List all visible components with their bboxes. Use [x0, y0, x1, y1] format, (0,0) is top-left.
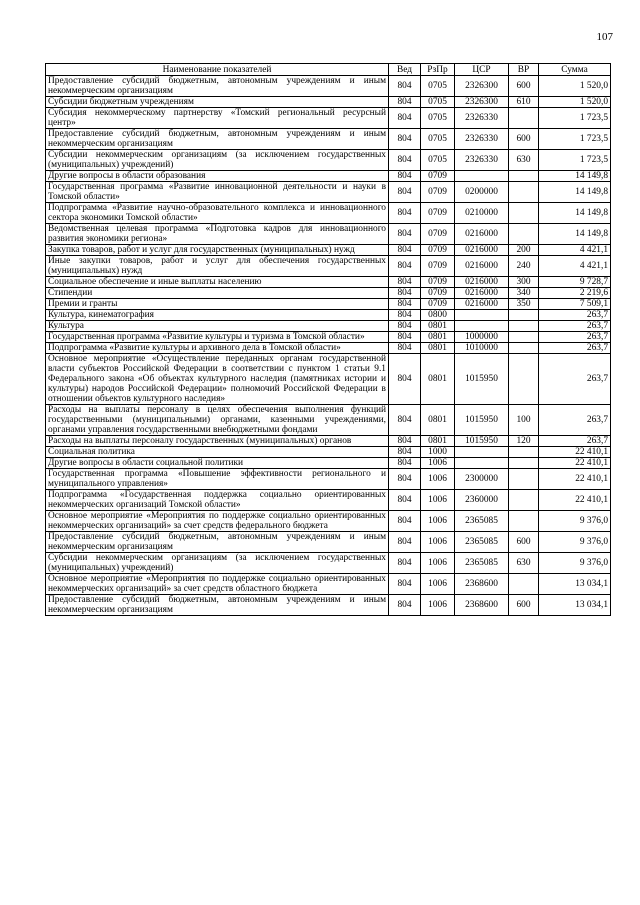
- column-header-ved: Вед: [389, 64, 421, 76]
- row-vr-cell: 600: [509, 129, 539, 150]
- row-rzpr-cell: 0705: [421, 108, 455, 129]
- row-vr-cell: 340: [509, 288, 539, 299]
- row-rzpr-cell: 1006: [421, 458, 455, 469]
- row-rzpr-cell: 0709: [421, 245, 455, 256]
- row-sum-cell: 9 728,7: [539, 277, 611, 288]
- row-rzpr-cell: 0801: [421, 436, 455, 447]
- row-vr-cell: [509, 171, 539, 182]
- row-csr-cell: 2360000: [455, 490, 509, 511]
- table-row: [46, 288, 611, 299]
- row-ved-cell: 804: [389, 277, 421, 288]
- table-row: [46, 182, 611, 203]
- row-csr-cell: 2368600: [455, 595, 509, 616]
- row-csr-cell: 2368600: [455, 574, 509, 595]
- table-row: [46, 277, 611, 288]
- row-ved-cell: 804: [389, 256, 421, 277]
- table-row: [46, 447, 611, 458]
- row-rzpr-cell: 0800: [421, 310, 455, 321]
- row-ved-cell: 804: [389, 354, 421, 405]
- column-header-vr: ВР: [509, 64, 539, 76]
- row-ved-cell: 804: [389, 436, 421, 447]
- table-row: [46, 532, 611, 553]
- table-row: [46, 129, 611, 150]
- row-csr-cell: 2365085: [455, 553, 509, 574]
- row-name-cell: Основное мероприятие «Мероприятия по поддержке социально ориентированных некоммерческих организаций» за счет средств федерального бюджета: [46, 511, 389, 532]
- table-row: [46, 171, 611, 182]
- row-rzpr-cell: 0709: [421, 224, 455, 245]
- row-csr-cell: 0216000: [455, 288, 509, 299]
- row-csr-cell: 0216000: [455, 245, 509, 256]
- row-rzpr-cell: 1006: [421, 574, 455, 595]
- row-rzpr-cell: 1000: [421, 447, 455, 458]
- row-name-cell: Предоставление субсидий бюджетным, автономным учреждениям и иным некоммерческим организациям: [46, 76, 389, 97]
- row-rzpr-cell: 0801: [421, 332, 455, 343]
- row-vr-cell: [509, 458, 539, 469]
- row-sum-cell: 263,7: [539, 405, 611, 436]
- row-vr-cell: 100: [509, 405, 539, 436]
- row-name-cell: Государственная программа «Развитие культуры и туризма в Томской области»: [46, 332, 389, 343]
- row-name-cell: Государственная программа «Повышение эффективности регионального и муниципального управления»: [46, 469, 389, 490]
- row-vr-cell: 600: [509, 532, 539, 553]
- row-ved-cell: 804: [389, 171, 421, 182]
- row-vr-cell: [509, 321, 539, 332]
- table-row: [46, 203, 611, 224]
- row-csr-cell: 2326300: [455, 97, 509, 108]
- row-name-cell: Подпрограмма «Государственная поддержка социально ориентированных некоммерческих организаций Томской области»: [46, 490, 389, 511]
- row-csr-cell: 1010000: [455, 343, 509, 354]
- row-ved-cell: 804: [389, 490, 421, 511]
- row-vr-cell: 350: [509, 299, 539, 310]
- row-rzpr-cell: 0705: [421, 150, 455, 171]
- row-name-cell: Субсидии бюджетным учреждениям: [46, 97, 389, 108]
- row-rzpr-cell: 1006: [421, 490, 455, 511]
- page-number: 107: [596, 31, 613, 43]
- row-sum-cell: 14 149,8: [539, 171, 611, 182]
- row-csr-cell: 1015950: [455, 436, 509, 447]
- row-name-cell: Основное мероприятие «Мероприятия по поддержке социально ориентированных некоммерческих организаций» за счет средств областного бюджета: [46, 574, 389, 595]
- table-row: [46, 97, 611, 108]
- row-rzpr-cell: 0709: [421, 256, 455, 277]
- row-sum-cell: 263,7: [539, 436, 611, 447]
- row-rzpr-cell: 0801: [421, 343, 455, 354]
- row-sum-cell: 4 421,1: [539, 245, 611, 256]
- row-name-cell: Субсидии некоммерческим организациям (за исключением государственных (муниципальных) учреждений): [46, 553, 389, 574]
- row-rzpr-cell: 1006: [421, 511, 455, 532]
- row-sum-cell: 13 034,1: [539, 574, 611, 595]
- row-rzpr-cell: 0709: [421, 171, 455, 182]
- row-ved-cell: 804: [389, 447, 421, 458]
- row-ved-cell: 804: [389, 511, 421, 532]
- row-name-cell: Социальное обеспечение и иные выплаты населению: [46, 277, 389, 288]
- row-name-cell: Подпрограмма «Развитие культуры и архивного дела в Томской области»: [46, 343, 389, 354]
- row-name-cell: Закупка товаров, работ и услуг для государственных (муниципальных) нужд: [46, 245, 389, 256]
- row-vr-cell: 630: [509, 553, 539, 574]
- row-ved-cell: 804: [389, 108, 421, 129]
- row-sum-cell: 263,7: [539, 321, 611, 332]
- row-csr-cell: 0216000: [455, 256, 509, 277]
- row-sum-cell: 1 520,0: [539, 76, 611, 97]
- row-ved-cell: 804: [389, 76, 421, 97]
- row-vr-cell: [509, 354, 539, 405]
- table-row: [46, 553, 611, 574]
- row-vr-cell: 120: [509, 436, 539, 447]
- table-row: [46, 256, 611, 277]
- row-csr-cell: 0216000: [455, 224, 509, 245]
- row-csr-cell: 2326330: [455, 108, 509, 129]
- row-sum-cell: 4 421,1: [539, 256, 611, 277]
- row-ved-cell: 804: [389, 245, 421, 256]
- row-ved-cell: 804: [389, 574, 421, 595]
- row-csr-cell: [455, 458, 509, 469]
- row-name-cell: Государственная программа «Развитие инновационной деятельности и науки в Томской области»: [46, 182, 389, 203]
- row-name-cell: Предоставление субсидий бюджетным, автономным учреждениям и иным некоммерческим организациям: [46, 532, 389, 553]
- row-vr-cell: [509, 203, 539, 224]
- row-ved-cell: 804: [389, 553, 421, 574]
- row-vr-cell: [509, 574, 539, 595]
- row-sum-cell: 263,7: [539, 343, 611, 354]
- row-rzpr-cell: 0801: [421, 321, 455, 332]
- row-sum-cell: 22 410,1: [539, 469, 611, 490]
- row-sum-cell: 9 376,0: [539, 532, 611, 553]
- table-row: [46, 245, 611, 256]
- row-sum-cell: 2 219,6: [539, 288, 611, 299]
- table-row: [46, 436, 611, 447]
- row-name-cell: Иные закупки товаров, работ и услуг для обеспечения государственных (муниципальных) нужд: [46, 256, 389, 277]
- budget-table: [45, 63, 611, 616]
- row-name-cell: Предоставление субсидий бюджетным, автономным учреждениям и иным некоммерческим организациям: [46, 129, 389, 150]
- row-sum-cell: 1 723,5: [539, 108, 611, 129]
- row-ved-cell: 804: [389, 299, 421, 310]
- table-row: [46, 574, 611, 595]
- row-sum-cell: 22 410,1: [539, 447, 611, 458]
- row-rzpr-cell: 0709: [421, 277, 455, 288]
- row-ved-cell: 804: [389, 288, 421, 299]
- row-ved-cell: 804: [389, 469, 421, 490]
- row-ved-cell: 804: [389, 405, 421, 436]
- row-ved-cell: 804: [389, 595, 421, 616]
- row-vr-cell: [509, 447, 539, 458]
- table-row: [46, 150, 611, 171]
- table-row: [46, 108, 611, 129]
- table-row: [46, 405, 611, 436]
- row-ved-cell: 804: [389, 150, 421, 171]
- row-rzpr-cell: 1006: [421, 469, 455, 490]
- table-row: [46, 354, 611, 405]
- table-row: [46, 310, 611, 321]
- row-csr-cell: 1000000: [455, 332, 509, 343]
- table-row: [46, 458, 611, 469]
- row-ved-cell: 804: [389, 310, 421, 321]
- row-vr-cell: 200: [509, 245, 539, 256]
- row-csr-cell: 2326300: [455, 76, 509, 97]
- row-ved-cell: 804: [389, 458, 421, 469]
- row-csr-cell: 0216000: [455, 277, 509, 288]
- row-name-cell: Культура: [46, 321, 389, 332]
- table-row: [46, 595, 611, 616]
- row-name-cell: Подпрограмма «Развитие научно-образовательного комплекса и инновационного сектора экономики Томской области»: [46, 203, 389, 224]
- row-name-cell: Субсидии некоммерческим организациям (за исключением государственных (муниципальных) учреждений): [46, 150, 389, 171]
- row-rzpr-cell: 1006: [421, 595, 455, 616]
- row-name-cell: Другие вопросы в области образования: [46, 171, 389, 182]
- row-sum-cell: 22 410,1: [539, 490, 611, 511]
- table-row: [46, 224, 611, 245]
- column-header-csr: ЦСР: [455, 64, 509, 76]
- column-header-name: Наименование показателей: [46, 64, 389, 76]
- row-ved-cell: 804: [389, 182, 421, 203]
- row-csr-cell: 2326330: [455, 150, 509, 171]
- row-sum-cell: 263,7: [539, 332, 611, 343]
- row-rzpr-cell: 0709: [421, 288, 455, 299]
- row-sum-cell: 9 376,0: [539, 511, 611, 532]
- row-ved-cell: 804: [389, 203, 421, 224]
- row-rzpr-cell: 1006: [421, 532, 455, 553]
- table-row: [46, 469, 611, 490]
- row-vr-cell: [509, 332, 539, 343]
- row-rzpr-cell: 0705: [421, 129, 455, 150]
- table-header: [46, 64, 611, 76]
- row-rzpr-cell: 0709: [421, 299, 455, 310]
- row-name-cell: Социальная политика: [46, 447, 389, 458]
- table-row: [46, 490, 611, 511]
- row-sum-cell: 263,7: [539, 310, 611, 321]
- table-row: [46, 511, 611, 532]
- row-ved-cell: 804: [389, 332, 421, 343]
- row-sum-cell: 263,7: [539, 354, 611, 405]
- header-row: [46, 64, 611, 76]
- row-csr-cell: [455, 447, 509, 458]
- row-ved-cell: 804: [389, 224, 421, 245]
- row-csr-cell: [455, 321, 509, 332]
- row-name-cell: Основное мероприятие «Осуществление переданных органам государственной власти субъектов Российской Федерации в соответствии с пунктом 1 статьи 9.1 Федерального закона «Об объектах культурного наследия (памятниках истории и культуры) народов Российской Федерации» полномочий Российской Федерации в отношении объектов культурного наследия»: [46, 354, 389, 405]
- row-ved-cell: 804: [389, 97, 421, 108]
- row-vr-cell: 240: [509, 256, 539, 277]
- row-vr-cell: 300: [509, 277, 539, 288]
- row-csr-cell: 1015950: [455, 354, 509, 405]
- table-row: [46, 321, 611, 332]
- row-sum-cell: 1 723,5: [539, 150, 611, 171]
- row-ved-cell: 804: [389, 321, 421, 332]
- row-csr-cell: 0210000: [455, 203, 509, 224]
- row-csr-cell: 2365085: [455, 511, 509, 532]
- row-sum-cell: 14 149,8: [539, 203, 611, 224]
- row-name-cell: Ведомственная целевая программа «Подготовка кадров для инновационного развития экономики региона»: [46, 224, 389, 245]
- row-sum-cell: 9 376,0: [539, 553, 611, 574]
- row-csr-cell: 2365085: [455, 532, 509, 553]
- table-body: [46, 76, 611, 616]
- row-sum-cell: 14 149,8: [539, 182, 611, 203]
- row-name-cell: Расходы на выплаты персоналу государственных (муниципальных) органов: [46, 436, 389, 447]
- row-vr-cell: [509, 224, 539, 245]
- row-csr-cell: [455, 171, 509, 182]
- row-sum-cell: 22 410,1: [539, 458, 611, 469]
- row-sum-cell: 7 509,1: [539, 299, 611, 310]
- row-vr-cell: [509, 108, 539, 129]
- row-name-cell: Культура, кинематография: [46, 310, 389, 321]
- row-name-cell: Расходы на выплаты персоналу в целях обеспечения выполнения функций государственными (муниципальными) органами, казенными учреждениями, органами управления государственными внебюджетными фондами: [46, 405, 389, 436]
- row-sum-cell: 1 520,0: [539, 97, 611, 108]
- row-ved-cell: 804: [389, 343, 421, 354]
- row-rzpr-cell: 1006: [421, 553, 455, 574]
- row-vr-cell: 630: [509, 150, 539, 171]
- row-rzpr-cell: 0705: [421, 97, 455, 108]
- row-rzpr-cell: 0709: [421, 182, 455, 203]
- row-csr-cell: [455, 310, 509, 321]
- table-row: [46, 76, 611, 97]
- row-csr-cell: 0216000: [455, 299, 509, 310]
- row-vr-cell: 600: [509, 76, 539, 97]
- row-csr-cell: 2326330: [455, 129, 509, 150]
- row-sum-cell: 14 149,8: [539, 224, 611, 245]
- row-rzpr-cell: 0801: [421, 405, 455, 436]
- row-csr-cell: 2300000: [455, 469, 509, 490]
- row-vr-cell: [509, 182, 539, 203]
- table-row: [46, 332, 611, 343]
- row-vr-cell: 600: [509, 595, 539, 616]
- table-row: [46, 343, 611, 354]
- row-ved-cell: 804: [389, 532, 421, 553]
- row-sum-cell: 1 723,5: [539, 129, 611, 150]
- row-vr-cell: [509, 310, 539, 321]
- row-name-cell: Премии и гранты: [46, 299, 389, 310]
- row-vr-cell: [509, 511, 539, 532]
- row-name-cell: Предоставление субсидий бюджетным, автономным учреждениям и иным некоммерческим организациям: [46, 595, 389, 616]
- column-header-rzpr: РзПр: [421, 64, 455, 76]
- row-vr-cell: [509, 490, 539, 511]
- table-row: [46, 299, 611, 310]
- row-csr-cell: 1015950: [455, 405, 509, 436]
- row-vr-cell: 610: [509, 97, 539, 108]
- row-vr-cell: [509, 469, 539, 490]
- row-rzpr-cell: 0705: [421, 76, 455, 97]
- column-header-sum: Сумма: [539, 64, 611, 76]
- row-name-cell: Стипендии: [46, 288, 389, 299]
- row-name-cell: Другие вопросы в области социальной политики: [46, 458, 389, 469]
- row-rzpr-cell: 0801: [421, 354, 455, 405]
- row-vr-cell: [509, 343, 539, 354]
- row-name-cell: Субсидия некоммерческому партнерству «Томский региональный ресурсный центр»: [46, 108, 389, 129]
- row-ved-cell: 804: [389, 129, 421, 150]
- row-rzpr-cell: 0709: [421, 203, 455, 224]
- row-csr-cell: 0200000: [455, 182, 509, 203]
- row-sum-cell: 13 034,1: [539, 595, 611, 616]
